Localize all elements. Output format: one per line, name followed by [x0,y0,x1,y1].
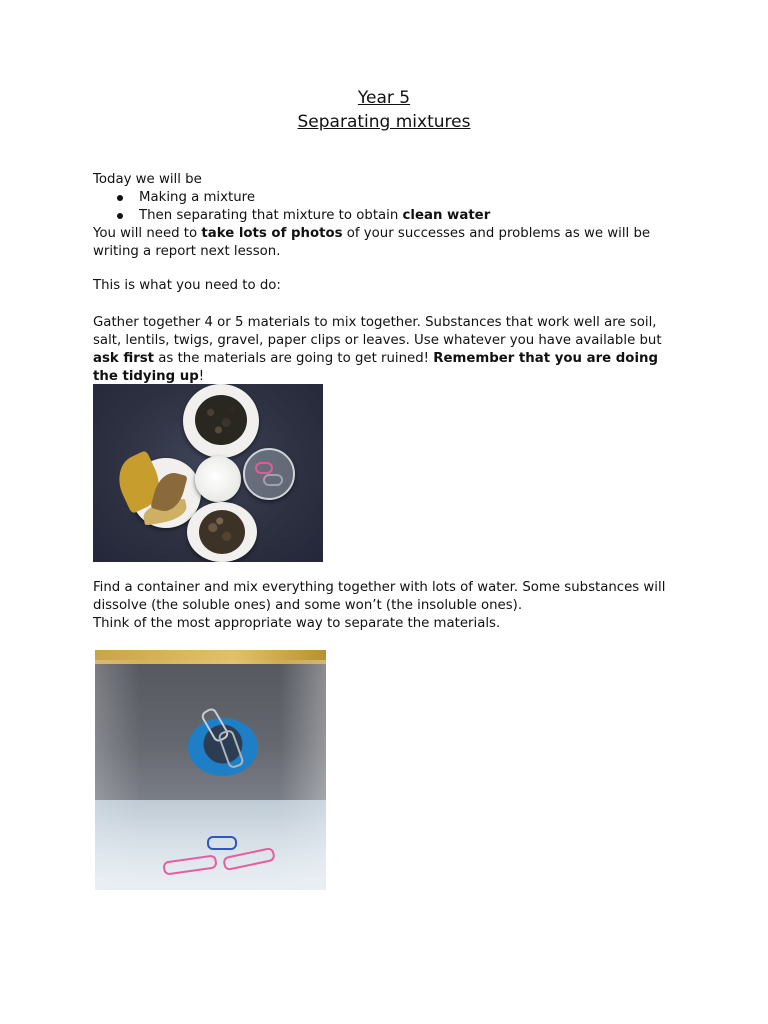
paper-clips-bowl [243,448,295,500]
intro-lead: Today we will be [93,172,202,187]
gather-text-1: Gather together 4 or 5 materials to mix together. Substances that work well are soil, salt, lentils, twigs, gravel, paper clips or leaves. Use whatever you have available but [93,315,662,348]
soil-fill [195,395,247,445]
gravel-fill [199,510,245,554]
salt-bowl [195,456,241,502]
soil-bowl [183,384,259,458]
find-line-1: Find a container and mix everything together with lots of water. Some substances will dissolve (the soluble ones) and some won’t (the insoluble ones). [93,580,666,613]
clip-blue [207,836,237,850]
bullet-item [139,189,673,207]
tidying-up-bold: Remember that you are doing the tidying up [93,351,658,384]
bullet-bold-text: clean water [402,208,491,223]
intro-bullet-list [93,189,673,225]
photos-instruction [93,225,673,261]
bottle-photo [95,650,326,890]
gather-paragraph [93,314,673,386]
photos-bold: take lots of photos [201,226,343,241]
find-line-2: Think of the most appropriate way to separate the materials. [93,616,501,631]
photos-before: You will need to [93,226,202,241]
document-title: Separating mixtures [297,112,471,132]
ask-first-bold: ask first [93,351,155,366]
clip-pink [255,462,273,474]
photos-after: of your successes and problems as we will be writing a report next lesson. [93,226,651,259]
bullet-item [139,207,673,225]
clip-silver [263,474,283,486]
document-year: Year 5 [357,88,411,108]
gravel-bowl [187,502,257,562]
intro-section [93,171,673,261]
bullet-text: Making a mixture [139,190,255,205]
gather-text-2: as the materials are going to get ruined! [154,351,434,366]
materials-photo [93,384,323,562]
find-paragraph [93,579,673,633]
instructions-heading: This is what you need to do: [93,278,281,293]
bullet-text: Then separating that mixture to obtain [139,208,403,223]
gather-text-3: ! [198,369,205,384]
